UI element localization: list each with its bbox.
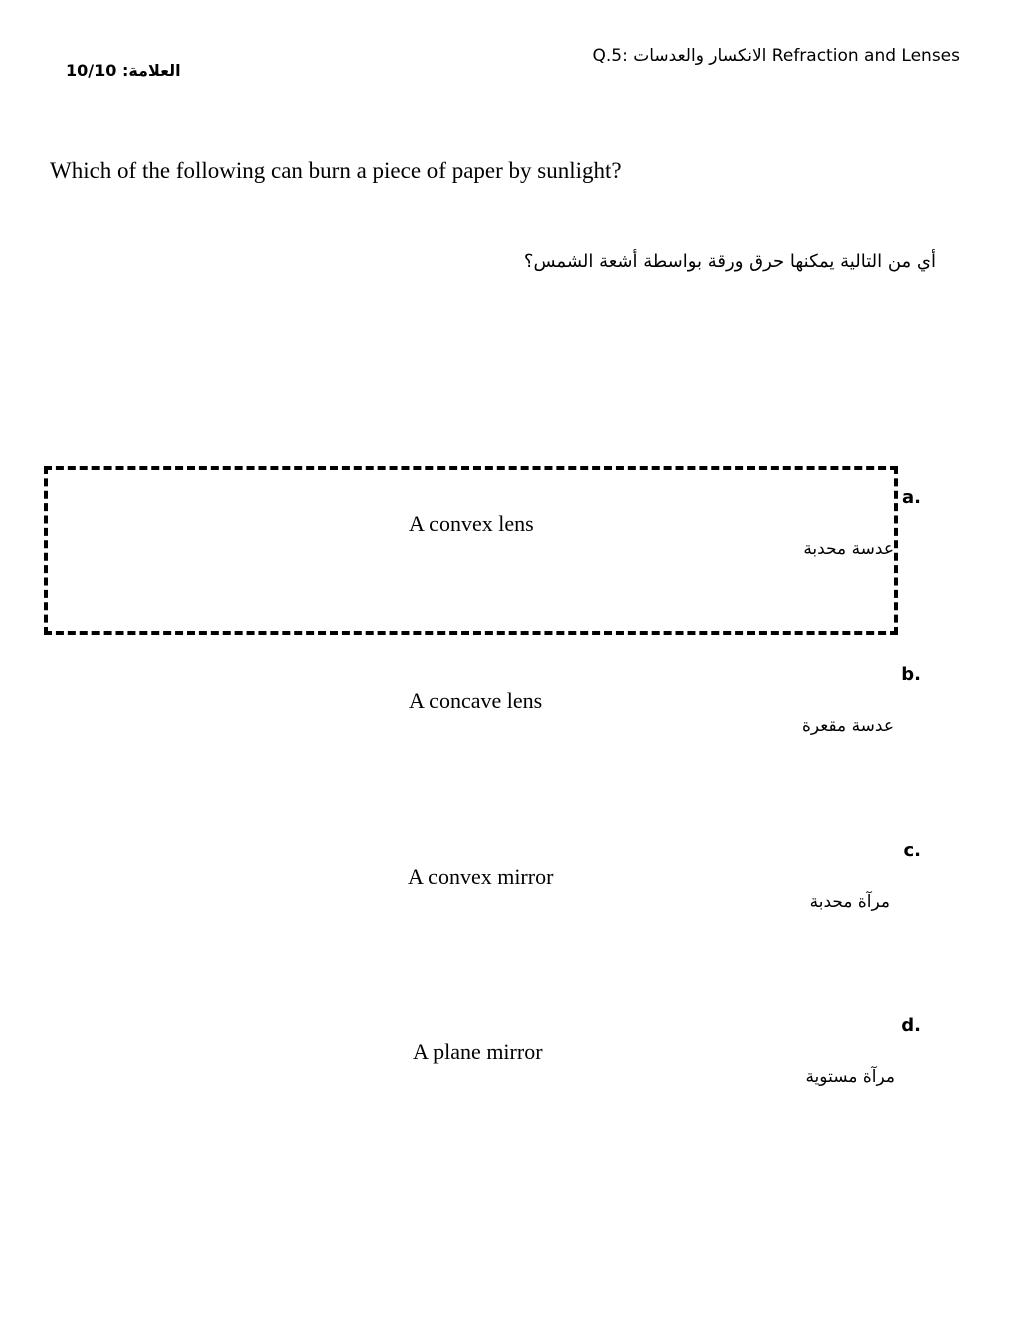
option-a-text-en: A convex lens — [409, 511, 534, 536]
question-text-en: Which of the following can burn a piece of paper by sunlight? — [50, 158, 622, 183]
option-a-letter: a. — [902, 487, 921, 508]
selected-answer-box — [44, 466, 898, 635]
score-label: العلامة: 10/10 — [66, 61, 181, 80]
option-b-text-ar: عدسة مقعرة — [801, 716, 894, 736]
option-c-text-en: A convex mirror — [408, 864, 554, 889]
option-b-text-en: A concave lens — [409, 688, 543, 713]
question-title: Q.5: الانكسار والعدسات Refraction and Lenses — [592, 46, 960, 66]
option-c-text-ar: مرآة محدبة — [809, 892, 890, 912]
option-d-text-en: A plane mirror — [413, 1039, 543, 1064]
option-c-letter: c. — [903, 840, 921, 861]
option-b-letter: b. — [901, 664, 921, 685]
option-a-text-ar: عدسة محدبة — [803, 539, 894, 559]
option-d-letter: d. — [901, 1015, 921, 1036]
option-d-text-ar: مرآة مستوية — [805, 1067, 895, 1087]
question-text-ar: أي من التالية يمكنها حرق ورقة بواسطة أشعة الشمس؟ — [523, 251, 936, 272]
